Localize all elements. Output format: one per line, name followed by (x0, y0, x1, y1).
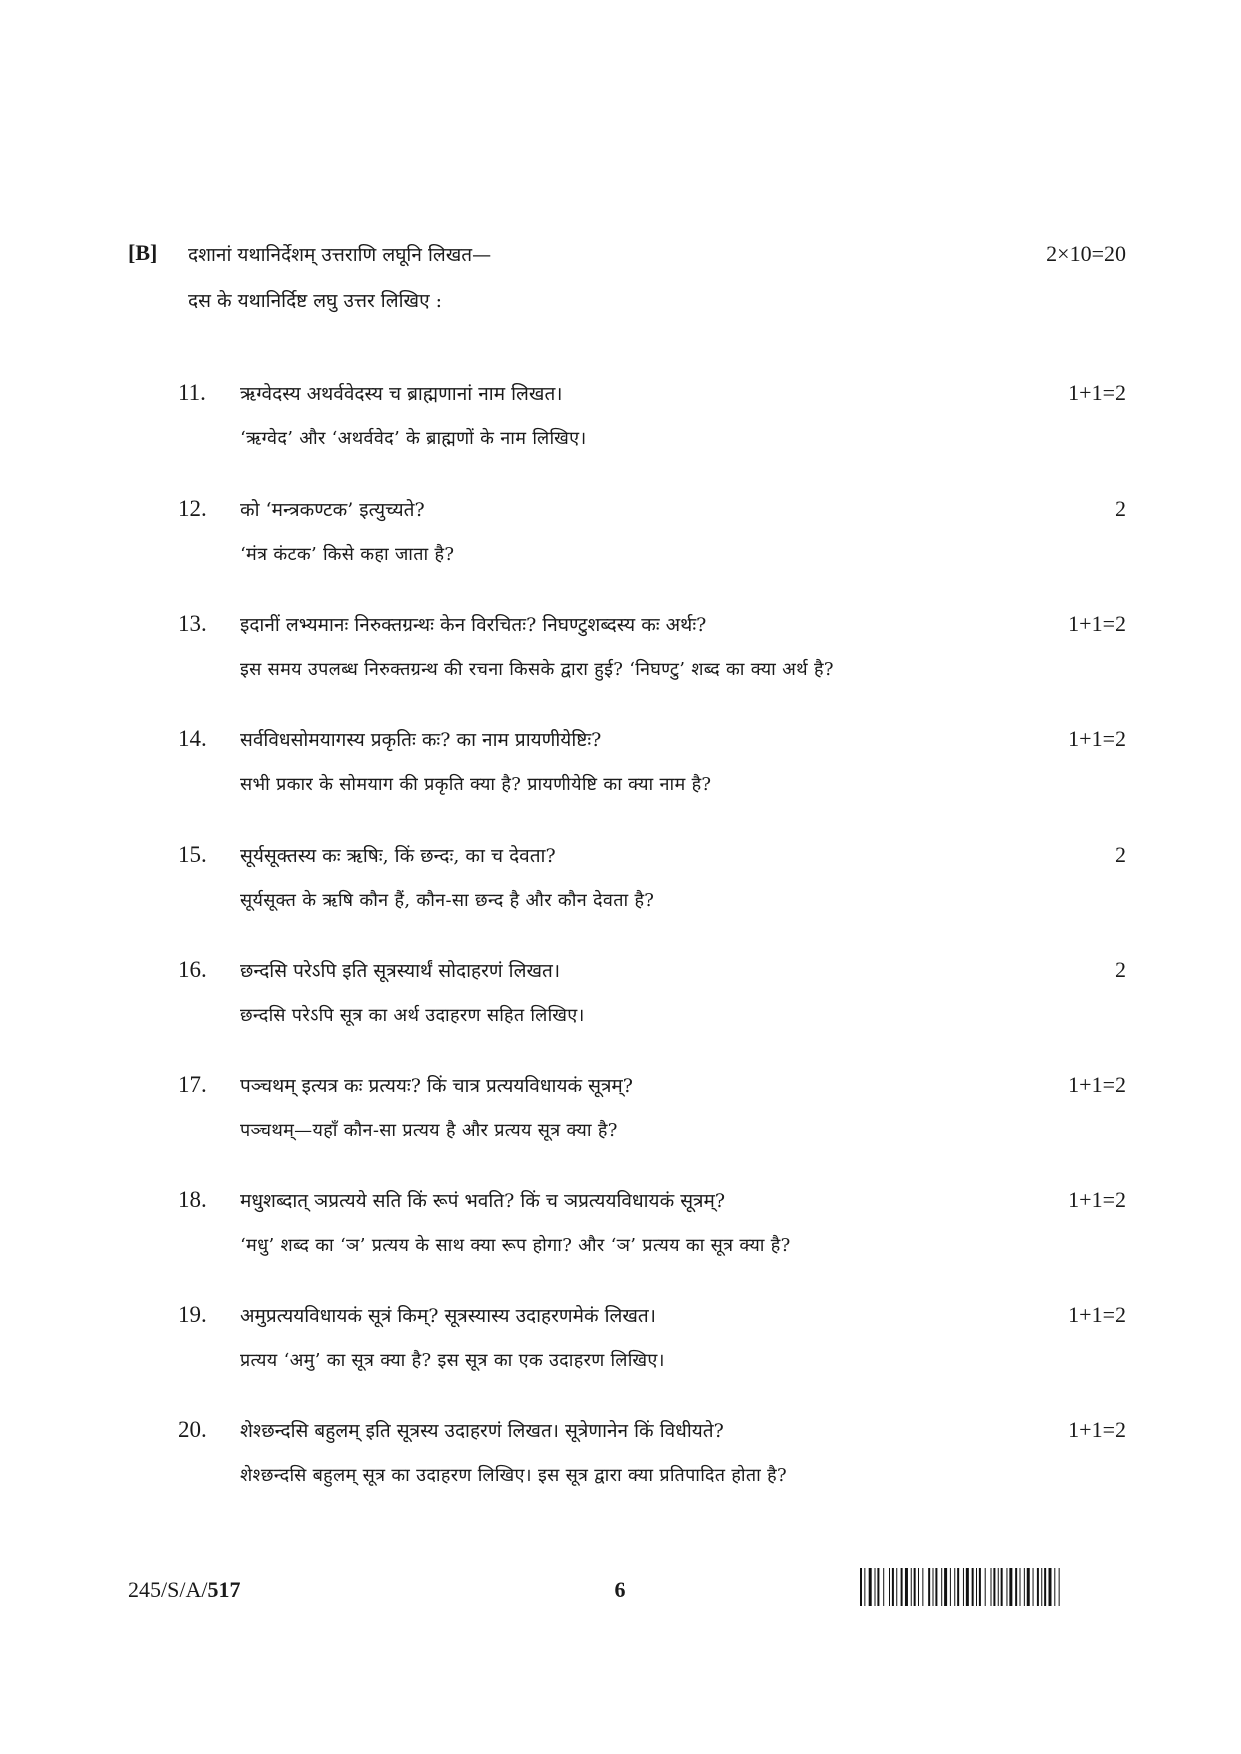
barcode-bar (1041, 1568, 1042, 1606)
barcode-bar (993, 1568, 995, 1606)
question-number: 16. (178, 957, 207, 982)
question-number: 19. (178, 1302, 207, 1327)
barcode-bar (896, 1568, 897, 1606)
barcode-bar (922, 1568, 923, 1606)
barcode-bar (877, 1568, 879, 1606)
question-hindi: सूर्यसूक्त के ऋषि कौन हैं, कौन-सा छन्द है और कौन देवता है? (240, 890, 655, 911)
barcode-bar (935, 1568, 937, 1606)
question-hindi: छन्दसि परेऽपि सूत्र का अर्थ उदाहरण सहित लिखिए। (240, 1005, 585, 1026)
question-sanskrit: इदानीं लभ्यमानः निरुक्तग्रन्थः केन विरचितः? निघण्टुशब्दस्य कः अर्थः? (240, 614, 707, 636)
question-sanskrit: अमुप्रत्ययविधायकं सूत्रं किम्? सूत्रस्यास्य उदाहरणमेकं लिखत। (240, 1305, 656, 1327)
question-marks: 1+1=2 (1068, 1072, 1126, 1097)
section-instruction-hindi: दस के यथानिर्दिष्ट लघु उत्तर लिखिए : (188, 290, 443, 312)
question-number: 18. (178, 1187, 207, 1212)
question-hindi: सभी प्रकार के सोमयाग की प्रकृति क्या है? प्रायणीयेष्टि का क्या नाम है? (240, 774, 712, 795)
question-sanskrit: पञ्चथम् इत्यत्र कः प्रत्ययः? किं चात्र प्रत्ययविधायकं सूत्रम्? (240, 1075, 633, 1097)
barcode-bar (979, 1568, 981, 1606)
question-number: 15. (178, 842, 207, 867)
barcode-bar (864, 1568, 865, 1606)
barcode-bar (1044, 1568, 1046, 1606)
question-item (0, 1302, 1241, 1402)
barcode-bar (985, 1568, 986, 1606)
barcode-bar (950, 1568, 951, 1606)
question-sanskrit: सूर्यसूक्तस्य कः ऋषिः, किं छन्दः, का च देवता? (240, 845, 556, 867)
page-number: 6 (614, 1577, 626, 1602)
barcode-bar (944, 1568, 947, 1606)
barcode-bar (914, 1568, 916, 1606)
barcode-bar (963, 1568, 964, 1606)
barcode-bar (883, 1568, 884, 1606)
barcode (860, 1568, 1123, 1606)
barcode-bar (1020, 1568, 1021, 1606)
paper-code-number: 517 (207, 1577, 241, 1602)
barcode-bar (972, 1568, 974, 1606)
question-item (0, 1417, 1241, 1517)
question-number: 12. (178, 496, 207, 521)
barcode-bar (976, 1568, 977, 1606)
barcode-bar (869, 1568, 872, 1606)
section-marks: 2×10=20 (1046, 241, 1126, 266)
barcode-bar (991, 1568, 992, 1606)
barcode-bar (933, 1568, 934, 1606)
section-instruction-sanskrit: दशानां यथानिर्देशम् उत्तराणि लघूनि लिखत— (188, 244, 492, 266)
section-label: [B] (128, 240, 158, 265)
question-hindi: शेश्छन्दसि बहुलम् सूत्र का उदाहरण लिखिए। इस सूत्र द्वारा क्या प्रतिपादित होता है? (240, 1465, 787, 1486)
barcode-bar (905, 1568, 908, 1606)
question-number: 14. (178, 726, 207, 751)
question-hindi: ‘ऋग्वेद’ और ‘अथर्ववेद’ के ब्राह्मणों के नाम लिखिए। (240, 428, 587, 449)
paper-code (128, 1577, 240, 1603)
question-number: 13. (178, 611, 207, 636)
barcode-bar (1001, 1568, 1003, 1606)
question-item (0, 957, 1241, 1057)
question-marks: 1+1=2 (1068, 380, 1126, 405)
question-hindi: इस समय उपलब्ध निरुक्तग्रन्थ की रचना किसके द्वारा हुई? ‘निघण्टु’ शब्द का क्या अर्थ है? (240, 659, 834, 680)
barcode-bar (928, 1568, 930, 1606)
question-sanskrit: सर्वविधसोमयागस्य प्रकृतिः कः? का नाम प्रायणीयेष्टिः? (240, 729, 602, 751)
question-number: 17. (178, 1072, 207, 1097)
question-hindi: प्रत्यय ‘अमु’ का सूत्र क्या है? इस सूत्र का एक उदाहरण लिखिए। (240, 1350, 665, 1371)
barcode-bar (1024, 1568, 1025, 1606)
question-item (0, 1187, 1241, 1287)
barcode-bar (1009, 1568, 1012, 1606)
barcode-bar (957, 1568, 959, 1606)
question-item (0, 1072, 1241, 1172)
question-marks: 1+1=2 (1068, 1187, 1126, 1212)
barcode-bar (889, 1568, 890, 1606)
barcode-bar (1027, 1568, 1030, 1606)
barcode-bar (1059, 1568, 1060, 1606)
question-item (0, 380, 1241, 480)
question-item (0, 842, 1241, 942)
barcode-bar (966, 1568, 969, 1606)
question-item (0, 496, 1241, 596)
question-marks: 1+1=2 (1068, 1302, 1126, 1327)
barcode-bar (911, 1568, 912, 1606)
question-hindi: ‘मधु’ शब्द का ‘ञ’ प्रत्यय के साथ क्या रूप होगा? और ‘ञ’ प्रत्यय का सूत्र क्या है? (240, 1235, 791, 1256)
barcode-bar (1054, 1568, 1055, 1606)
barcode-bar (875, 1568, 876, 1606)
barcode-bar (901, 1568, 903, 1606)
question-hindi: पञ्चथम्—यहाँ कौन-सा प्रत्यय है और प्रत्यय सूत्र क्या है? (240, 1120, 618, 1141)
question-sanskrit: शेश्छन्दसि बहुलम् इति सूत्रस्य उदाहरणं लिखत। सूत्रेणानेन किं विधीयते? (240, 1420, 724, 1442)
question-sanskrit: छन्दसि परेऽपि इति सूत्रस्यार्थं सोदाहरणं लिखत। (240, 960, 561, 982)
barcode-bar (918, 1568, 919, 1606)
question-marks: 1+1=2 (1068, 1417, 1126, 1442)
question-sanskrit: मधुशब्दात् ञप्रत्यये सति किं रूपं भवति? किं च ञप्रत्ययविधायकं सूत्रम्? (240, 1190, 726, 1212)
barcode-bar (941, 1568, 942, 1606)
barcode-bar (1033, 1568, 1034, 1606)
question-item (0, 611, 1241, 711)
question-sanskrit: ऋग्वेदस्य अथर्ववेदस्य च ब्राह्मणानां नाम लिखत। (240, 383, 563, 405)
question-number: 20. (178, 1417, 207, 1442)
question-marks: 1+1=2 (1068, 611, 1126, 636)
barcode-bar (1037, 1568, 1039, 1606)
question-number: 11. (178, 380, 206, 405)
question-marks: 1+1=2 (1068, 726, 1126, 751)
question-marks: 2 (1115, 496, 1126, 521)
barcode-bar (892, 1568, 894, 1606)
barcode-bar (1015, 1568, 1017, 1606)
barcode-bar (998, 1568, 999, 1606)
question-sanskrit: को ‘मन्त्रकण्टक’ इत्युच्यते? (240, 499, 425, 521)
barcode-bar (860, 1568, 862, 1606)
question-marks: 2 (1115, 957, 1126, 982)
question-marks: 2 (1115, 842, 1126, 867)
paper-code-prefix: 245/S/A/ (128, 1577, 208, 1602)
barcode-bar (1006, 1568, 1007, 1606)
question-item (0, 726, 1241, 826)
barcode-bar (954, 1568, 955, 1606)
barcode-bar (1049, 1568, 1052, 1606)
question-hindi: ‘मंत्र कंटक’ किसे कहा जाता है? (240, 544, 455, 565)
